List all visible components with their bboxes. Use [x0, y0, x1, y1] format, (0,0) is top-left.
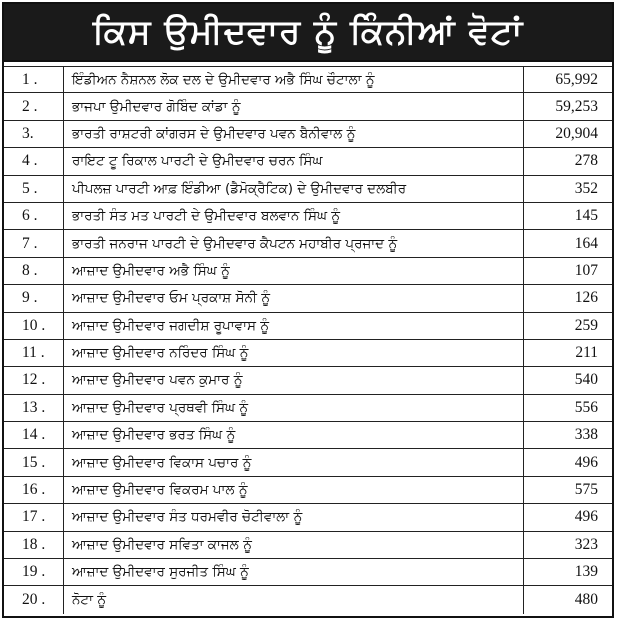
vote-count: 496 — [574, 453, 598, 471]
vote-count: 20,904 — [555, 124, 598, 142]
table-row — [4, 477, 612, 504]
candidate-description: ਇੰਡੀਅਨ ਨੈਸ਼ਨਲ ਲੋਕ ਦਲ ਦੇ ਉਮੀਦਵਾਰ ਅਭੈ ਸਿੰਘ ਚੌਟਾਲਾ ਨੂੰ — [64, 67, 524, 92]
vote-count: 496 — [574, 508, 598, 526]
table-row — [4, 367, 612, 394]
table-row — [4, 203, 612, 230]
table-row — [4, 559, 612, 586]
vote-count: 107 — [574, 261, 598, 279]
row-number: 15 . — [4, 449, 64, 475]
row-number: 9 . — [4, 285, 64, 311]
row-number: 6 . — [4, 203, 64, 229]
row-number: 4 . — [4, 148, 64, 174]
vote-count: 323 — [574, 535, 598, 553]
row-number: 7 . — [4, 230, 64, 256]
vote-count: 259 — [574, 316, 598, 334]
vote-count: 575 — [574, 481, 598, 499]
row-number: 8 . — [4, 258, 64, 284]
vote-count: 352 — [574, 179, 598, 197]
row-number: 5 . — [4, 176, 64, 202]
table-row — [4, 230, 612, 257]
candidate-description: ਭਾਰਤੀ ਸੰਤ ਮਤ ਪਾਰਟੀ ਦੇ ਉਮੀਦਵਾਰ ਬਲਵਾਨ ਸਿੰਘ ਨੂੰ — [64, 203, 524, 229]
vote-count: 65,992 — [555, 70, 598, 88]
candidate-description: ਆਜ਼ਾਦ ਉਮੀਦਵਾਰ ਸਵਿਤਾ ਕਾਜਲ ਨੂੰ — [64, 532, 524, 558]
candidate-description: ਭਾਜਪਾ ਉਮੀਦਵਾਰ ਗੋਬਿੰਦ ਕਾਂਡਾ ਨੂੰ — [64, 93, 524, 119]
table-row — [4, 504, 612, 531]
table-row — [4, 395, 612, 422]
table-row — [4, 532, 612, 559]
vote-count: 211 — [575, 344, 598, 362]
row-number: 12 . — [4, 367, 64, 393]
table-row — [4, 66, 612, 93]
row-number: 1 . — [4, 67, 64, 92]
row-number: 19 . — [4, 559, 64, 585]
vote-count: 145 — [574, 207, 598, 225]
table-row — [4, 449, 612, 476]
table-row — [4, 258, 612, 285]
row-number: 10 . — [4, 313, 64, 339]
row-number: 14 . — [4, 422, 64, 448]
vote-count: 338 — [574, 426, 598, 444]
candidate-description: ਆਜ਼ਾਦ ਉਮੀਦਵਾਰ ਭਰਤ ਸਿੰਘ ਨੂੰ — [64, 422, 524, 448]
candidate-description: ਆਜ਼ਾਦ ਉਮੀਦਵਾਰ ਜਗਦੀਸ਼ ਰੂਪਾਵਾਸ ਨੂੰ — [64, 313, 524, 339]
vote-count: 540 — [574, 371, 598, 389]
vote-table-panel — [2, 2, 614, 618]
table-row — [4, 93, 612, 120]
candidate-description: ਆਜ਼ਾਦ ਉਮੀਦਵਾਰ ਨਰਿੰਦਰ ਸਿੰਘ ਨੂੰ — [64, 340, 524, 366]
candidate-description: ਭਾਰਤੀ ਜਨਰਾਜ ਪਾਰਟੀ ਦੇ ਉਮੀਦਵਾਰ ਕੈਪਟਨ ਮਹਾਬੀਰ ਪ੍ਰਜਾਦ ਨੂੰ — [64, 230, 524, 256]
row-number: 17 . — [4, 504, 64, 530]
table-row — [4, 313, 612, 340]
vote-count: 556 — [574, 398, 598, 416]
table-row — [4, 176, 612, 203]
page-title: ਕਿਸ ਉਮੀਦਵਾਰ ਨੂੰ ਕਿੰਨੀਆਂ ਵੋਟਾਂ — [4, 4, 612, 62]
table-row — [4, 121, 612, 148]
row-number: 2 . — [4, 93, 64, 119]
candidate-description: ਆਜ਼ਾਦ ਉਮੀਦਵਾਰ ਅਭੈ ਸਿੰਘ ਨੂੰ — [64, 258, 524, 284]
table-row — [4, 340, 612, 367]
row-number: 13 . — [4, 395, 64, 421]
vote-count: 126 — [574, 289, 598, 307]
row-number: 18 . — [4, 532, 64, 558]
candidate-description: ਆਜ਼ਾਦ ਉਮੀਦਵਾਰ ਪਵਨ ਕੁਮਾਰ ਨੂੰ — [64, 367, 524, 393]
row-number: 11 . — [4, 340, 64, 366]
results-table — [4, 66, 612, 616]
table-row — [4, 285, 612, 312]
vote-count: 480 — [574, 591, 598, 609]
vote-count: 59,253 — [555, 97, 598, 115]
candidate-description: ਆਜ਼ਾਦ ਉਮੀਦਵਾਰ ਵਿਕਾਸ ਪਚਾਰ ਨੂੰ — [64, 449, 524, 475]
vote-count: 278 — [574, 152, 598, 170]
row-number: 3. — [4, 121, 64, 147]
table-row — [4, 586, 612, 613]
candidate-description: ਭਾਰਤੀ ਰਾਸ਼ਟਰੀ ਕਾਂਗਰਸ ਦੇ ਉਮੀਦਵਾਰ ਪਵਨ ਬੈਨੀਵਾਲ ਨੂੰ — [64, 121, 524, 147]
candidate-description: ਪੀਪਲਜ਼ ਪਾਰਟੀ ਆਫ਼ ਇੰਡੀਆ (ਡੈਮੋਕ੍ਰੈਟਿਕ) ਦੇ ਉਮੀਦਵਾਰ ਦਲਬੀਰ — [64, 176, 524, 202]
candidate-description: ਆਜ਼ਾਦ ਉਮੀਦਵਾਰ ਓਮ ਪ੍ਰਕਾਸ਼ ਸੋਨੀ ਨੂੰ — [64, 285, 524, 311]
row-number: 16 . — [4, 477, 64, 503]
vote-count: 164 — [574, 234, 598, 252]
row-number: 20 . — [4, 586, 64, 613]
candidate-description: ਆਜ਼ਾਦ ਉਮੀਦਵਾਰ ਵਿਕਰਮ ਪਾਲ ਨੂੰ — [64, 477, 524, 503]
candidate-description: ਆਜ਼ਾਦ ਉਮੀਦਵਾਰ ਪ੍ਰਥਵੀ ਸਿੰਘ ਨੂੰ — [64, 395, 524, 421]
table-row — [4, 422, 612, 449]
candidate-description: ਆਜ਼ਾਦ ਉਮੀਦਵਾਰ ਸੁਰਜੀਤ ਸਿੰਘ ਨੂੰ — [64, 559, 524, 585]
vote-count: 139 — [574, 563, 598, 581]
candidate-description: ਆਜ਼ਾਦ ਉਮੀਦਵਾਰ ਸੰਤ ਧਰਮਵੀਰ ਚੋਟੀਵਾਲਾ ਨੂੰ — [64, 504, 524, 530]
candidate-description: ਰਾਇਟ ਟੂ ਰਿਕਾਲ ਪਾਰਟੀ ਦੇ ਉਮੀਦਵਾਰ ਚਰਨ ਸਿੰਘ — [64, 148, 524, 174]
candidate-description: ਨੋਟਾ ਨੂੰ — [64, 586, 524, 613]
table-row — [4, 148, 612, 175]
